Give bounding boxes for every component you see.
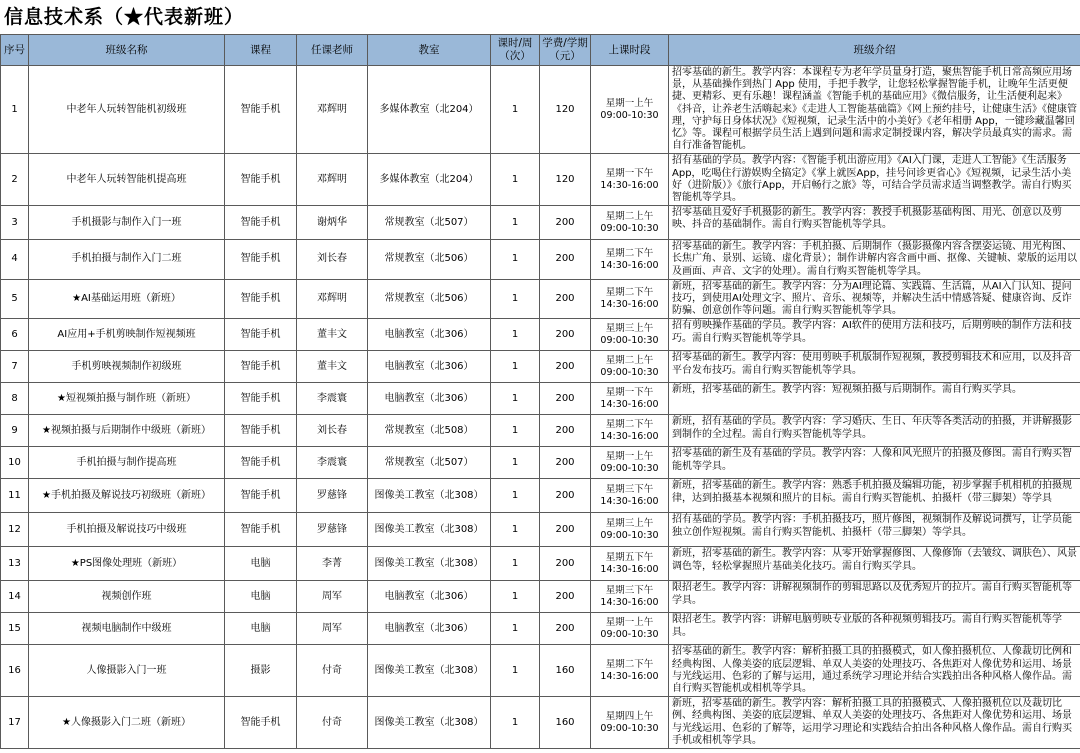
cell-classroom: 电脑教室（北306） xyxy=(368,319,491,351)
cell-classroom: 图像美工教室（北308） xyxy=(368,513,491,547)
header-fee: 学费/学期（元） xyxy=(540,35,591,66)
cell-teacher: 李震寰 xyxy=(297,383,368,415)
cell-classroom: 电脑教室（北306） xyxy=(368,613,491,645)
cell-hours: 1 xyxy=(491,415,540,447)
cell-class-name: 手机拍摄与制作入门二班 xyxy=(29,240,225,280)
cell-course: 智能手机 xyxy=(225,279,297,319)
header-row xyxy=(1,35,1080,66)
cell-hours: 1 xyxy=(491,547,540,581)
cell-teacher: 罗慈锋 xyxy=(297,479,368,513)
cell-intro: 招有基础的学员。教学内容：《智能手机出游应用》《AI入门课，走进人工智能》《生活服务App，吃喝住行游娱购全搞定》《掌上就医App，挂号问诊更省心》《短视频，记录生活小美好（进阶版）》《旅行App，开启畅行之旅》等，可结合学员需求适当调整教学。需自行购买智能机等学具。 xyxy=(669,154,1080,206)
cell-teacher: 董丰文 xyxy=(297,319,368,351)
table-row xyxy=(1,383,1080,415)
time-slot-day: 星期二下午 xyxy=(605,247,654,259)
table-row xyxy=(1,240,1080,280)
time-slot-day: 星期一上午 xyxy=(605,450,654,462)
time-slot-range: 09:00-10:30 xyxy=(600,366,659,378)
time-slot-range: 14:30-16:00 xyxy=(600,179,659,191)
table-row xyxy=(1,319,1080,351)
cell-intro: 新班，招有基础的学员。教学内容：学习婚庆、生日、年庆等各类活动的拍摄，并讲解摄影到制作的全过程。需自行购买智能机等学具。 xyxy=(669,415,1080,447)
table-row xyxy=(1,351,1080,383)
cell-class-name: 人像摄影入门一班 xyxy=(29,645,225,697)
time-slot-range: 14:30-16:00 xyxy=(600,430,659,442)
cell-fee: 200 xyxy=(540,240,591,280)
cell-hours: 1 xyxy=(491,66,540,154)
cell-teacher: 邓辉明 xyxy=(297,66,368,154)
cell-class-name: 手机拍摄及解说技巧中级班 xyxy=(29,513,225,547)
cell-class-name: 中老年人玩转智能机初级班 xyxy=(29,66,225,154)
cell-teacher: 谢炳华 xyxy=(297,206,368,240)
cell-classroom: 图像美工教室（北308） xyxy=(368,645,491,697)
cell-course: 智能手机 xyxy=(225,697,297,749)
cell-course: 智能手机 xyxy=(225,479,297,513)
cell-no: 10 xyxy=(1,447,29,479)
cell-time-slot xyxy=(591,319,669,351)
cell-time-slot xyxy=(591,547,669,581)
cell-teacher: 刘长春 xyxy=(297,415,368,447)
cell-course: 智能手机 xyxy=(225,66,297,154)
time-slot-day: 星期五下午 xyxy=(605,551,654,563)
cell-classroom: 电脑教室（北306） xyxy=(368,581,491,613)
cell-fee: 160 xyxy=(540,645,591,697)
cell-no: 15 xyxy=(1,613,29,645)
cell-hours: 1 xyxy=(491,479,540,513)
cell-fee: 200 xyxy=(540,351,591,383)
time-slot-range: 14:30-16:00 xyxy=(600,398,659,410)
table-row xyxy=(1,415,1080,447)
cell-fee: 200 xyxy=(540,383,591,415)
cell-class-name: ★手机拍摄及解说技巧初级班（新班） xyxy=(29,479,225,513)
cell-intro: 限招老生。教学内容：讲解电脑剪映专业版的各种视频剪辑技巧。需自行购买智能机等学具。 xyxy=(669,613,1080,645)
cell-time-slot xyxy=(591,383,669,415)
cell-course: 摄影 xyxy=(225,645,297,697)
time-slot-day: 星期二下午 xyxy=(605,287,654,299)
cell-time-slot xyxy=(591,581,669,613)
table-row xyxy=(1,479,1080,513)
cell-course: 智能手机 xyxy=(225,154,297,206)
cell-course: 智能手机 xyxy=(225,206,297,240)
cell-hours: 1 xyxy=(491,645,540,697)
cell-class-name: ★PS图像处理班（新班） xyxy=(29,547,225,581)
cell-intro: 招零基础且爱好手机摄影的新生。教学内容：教授手机摄影基础构图、用光、创意以及剪映、抖音的基础制作。需自行购买智能机等学具。 xyxy=(669,206,1080,240)
cell-teacher: 罗慈锋 xyxy=(297,513,368,547)
cell-intro: 限招老生。教学内容：讲解视频制作的剪辑思路以及优秀短片的拉片。需自行购买智能机等学具。 xyxy=(669,581,1080,613)
cell-no: 16 xyxy=(1,645,29,697)
cell-intro: 新班，招零基础的新生。教学内容：分为AI理论篇、实践篇、生活篇，从AI入门认知、提问技巧，到使用AI处理文字、照片、音乐、视频等，并解决生活中情感答疑、健康咨询、反诈防骗、创意创作等问题。需自行购买智能机等学具。 xyxy=(669,279,1080,319)
cell-fee: 200 xyxy=(540,319,591,351)
time-slot-range: 09:00-10:30 xyxy=(600,529,659,541)
cell-fee: 160 xyxy=(540,697,591,749)
cell-no: 3 xyxy=(1,206,29,240)
time-slot-range: 09:00-10:30 xyxy=(600,109,659,121)
time-slot-day: 星期四上午 xyxy=(605,710,654,722)
time-slot-range: 09:00-10:30 xyxy=(600,628,659,640)
cell-class-name: ★短视频拍摄与制作班（新班） xyxy=(29,383,225,415)
cell-time-slot xyxy=(591,613,669,645)
cell-no: 9 xyxy=(1,415,29,447)
cell-fee: 200 xyxy=(540,206,591,240)
cell-no: 14 xyxy=(1,581,29,613)
cell-class-name: 视频创作班 xyxy=(29,581,225,613)
cell-time-slot xyxy=(591,479,669,513)
cell-course: 智能手机 xyxy=(225,351,297,383)
cell-classroom: 多媒体教室（北204） xyxy=(368,66,491,154)
cell-course: 电脑 xyxy=(225,613,297,645)
cell-intro: 新班，招零基础的新生。教学内容：短视频拍摄与后期制作。需自行购买学具。 xyxy=(669,383,1080,415)
cell-fee: 120 xyxy=(540,154,591,206)
cell-classroom: 常规教室（北507） xyxy=(368,447,491,479)
time-slot-day: 星期三下午 xyxy=(605,584,654,596)
cell-hours: 1 xyxy=(491,613,540,645)
cell-no: 17 xyxy=(1,697,29,749)
cell-teacher: 刘长春 xyxy=(297,240,368,280)
cell-course: 智能手机 xyxy=(225,319,297,351)
cell-time-slot xyxy=(591,697,669,749)
cell-course: 智能手机 xyxy=(225,383,297,415)
header-course: 课程 xyxy=(225,35,297,66)
cell-classroom: 图像美工教室（北308） xyxy=(368,547,491,581)
cell-course: 电脑 xyxy=(225,581,297,613)
time-slot-range: 14:30-16:00 xyxy=(600,495,659,507)
cell-classroom: 电脑教室（北306） xyxy=(368,351,491,383)
cell-no: 5 xyxy=(1,279,29,319)
cell-class-name: 手机剪映视频制作初级班 xyxy=(29,351,225,383)
cell-time-slot xyxy=(591,206,669,240)
cell-time-slot xyxy=(591,279,669,319)
cell-hours: 1 xyxy=(491,154,540,206)
cell-no: 13 xyxy=(1,547,29,581)
cell-class-name: ★人像摄影入门二班（新班） xyxy=(29,697,225,749)
table-row xyxy=(1,447,1080,479)
cell-hours: 1 xyxy=(491,581,540,613)
header-time-slot: 上课时段 xyxy=(591,35,669,66)
time-slot-range: 14:30-16:00 xyxy=(600,563,659,575)
cell-course: 智能手机 xyxy=(225,240,297,280)
cell-teacher: 李菁 xyxy=(297,547,368,581)
cell-fee: 120 xyxy=(540,66,591,154)
cell-course: 智能手机 xyxy=(225,447,297,479)
cell-intro: 招零基础的新生。教学内容：解析拍摄工具的拍摄模式，如人像拍摄机位、人像裁切比例和经典构图、人像美姿的底层逻辑、单双人美姿的处理技巧、各焦距对人像优势和运用、场景与光线运用、色彩的了解与运用，通过系统学习理论并结合实践拍出各种风格人像作品。需自行购买智能机或相机等学具。 xyxy=(669,645,1080,697)
cell-classroom: 电脑教室（北306） xyxy=(368,383,491,415)
table-body xyxy=(1,66,1080,749)
cell-class-name: 视频电脑制作中级班 xyxy=(29,613,225,645)
time-slot-range: 09:00-10:30 xyxy=(600,334,659,346)
cell-intro: 招零基础的新生。教学内容：使用剪映手机版制作短视频，教授剪辑技术和应用，以及抖音平台发布技巧。需自行购买智能机等学具。 xyxy=(669,351,1080,383)
time-slot-day: 星期二下午 xyxy=(605,658,654,670)
cell-fee: 200 xyxy=(540,447,591,479)
time-slot-day: 星期三下午 xyxy=(605,483,654,495)
cell-hours: 1 xyxy=(491,697,540,749)
cell-teacher: 周军 xyxy=(297,613,368,645)
cell-hours: 1 xyxy=(491,319,540,351)
cell-intro: 招有基础的学员。教学内容：手机拍摄技巧，照片修图，视频制作及解说词撰写，让学员能独立创作短视频。需自行购买智能机、拍摄杆（带三脚架）等学具。 xyxy=(669,513,1080,547)
cell-class-name: ★视频拍摄与后期制作中级班（新班） xyxy=(29,415,225,447)
cell-no: 1 xyxy=(1,66,29,154)
time-slot-day: 星期一上午 xyxy=(605,616,654,628)
cell-class-name: 中老年人玩转智能机提高班 xyxy=(29,154,225,206)
table-row xyxy=(1,154,1080,206)
table-row xyxy=(1,547,1080,581)
cell-classroom: 多媒体教室（北204） xyxy=(368,154,491,206)
time-slot-day: 星期三上午 xyxy=(605,322,654,334)
course-table xyxy=(0,34,1080,749)
time-slot-day: 星期二上午 xyxy=(605,354,654,366)
header-teacher: 任课老师 xyxy=(297,35,368,66)
table-row xyxy=(1,206,1080,240)
cell-no: 12 xyxy=(1,513,29,547)
cell-no: 2 xyxy=(1,154,29,206)
time-slot-day: 星期三上午 xyxy=(605,517,654,529)
cell-intro: 新班，招零基础的新生。教学内容：从零开始掌握修图、人像修饰（去皱纹、调肤色）、风景调色等，轻松掌握照片基础美化技巧。需自行购买学具。 xyxy=(669,547,1080,581)
cell-hours: 1 xyxy=(491,351,540,383)
table-row xyxy=(1,645,1080,697)
time-slot-range: 09:00-10:30 xyxy=(600,462,659,474)
table-row xyxy=(1,581,1080,613)
cell-fee: 200 xyxy=(540,415,591,447)
cell-time-slot xyxy=(591,66,669,154)
cell-teacher: 邓辉明 xyxy=(297,154,368,206)
cell-teacher: 李震寰 xyxy=(297,447,368,479)
cell-course: 智能手机 xyxy=(225,415,297,447)
cell-hours: 1 xyxy=(491,447,540,479)
cell-intro: 新班，招零基础的新生。教学内容：解析拍摄工具的拍摄模式、人像拍摄机位以及裁切比例、经典构图、美姿的底层逻辑、单双人美姿的处理技巧、各焦距对人像优势和运用、场景与光线运用、色彩的了解等，运用学习理论和实践结合拍出各种风格人像作品。需自行购买手机或相机等学具。 xyxy=(669,697,1080,749)
cell-classroom: 图像美工教室（北308） xyxy=(368,697,491,749)
cell-hours: 1 xyxy=(491,279,540,319)
time-slot-range: 14:30-16:00 xyxy=(600,299,659,311)
cell-fee: 200 xyxy=(540,581,591,613)
time-slot-day: 星期一下午 xyxy=(605,386,654,398)
cell-teacher: 付奇 xyxy=(297,645,368,697)
table-row xyxy=(1,513,1080,547)
cell-hours: 1 xyxy=(491,383,540,415)
cell-class-name: AI应用+手机剪映制作短视频班 xyxy=(29,319,225,351)
cell-time-slot xyxy=(591,645,669,697)
cell-teacher: 董丰文 xyxy=(297,351,368,383)
cell-no: 6 xyxy=(1,319,29,351)
cell-time-slot xyxy=(591,447,669,479)
cell-hours: 1 xyxy=(491,513,540,547)
table-row xyxy=(1,279,1080,319)
cell-no: 11 xyxy=(1,479,29,513)
time-slot-range: 14:30-16:00 xyxy=(600,670,659,682)
cell-fee: 200 xyxy=(540,547,591,581)
time-slot-day: 星期二下午 xyxy=(605,418,654,430)
time-slot-range: 14:30-16:00 xyxy=(600,596,659,608)
header-classroom: 教室 xyxy=(368,35,491,66)
cell-time-slot xyxy=(591,154,669,206)
page-title: 信息技术系（★代表新班） xyxy=(4,6,245,28)
header-intro: 班级介绍 xyxy=(669,35,1080,66)
cell-classroom: 常规教室（北508） xyxy=(368,415,491,447)
cell-hours: 1 xyxy=(491,206,540,240)
cell-intro: 招零基础的新生。教学内容：本课程专为老年学员量身打造，聚焦智能手机日常高频应用场景，从基础操作到热门 App 使用，手把手教学，让您轻松掌握智能手机，让晚年生活更便捷、更精彩、更有乐趣！课程涵盖《智能手机的基础应用》《微信服务，让生活便利起来》《抖音，让养老生活嗨起来》《走进人工智能基础篇》《网上预约挂号，让健康生活》《健康管理，守护每日身体状况》《短视频，记录生活中的小美好》《老年相册 App，一键珍藏温馨回忆》等。课程可根据学员生活上遇到问题和需求定制授课内容，解决学员最真实的需求。需自行准备智能机。 xyxy=(669,66,1080,154)
time-slot-day: 星期一上午 xyxy=(605,97,654,109)
cell-class-name: 手机摄影与制作入门一班 xyxy=(29,206,225,240)
cell-no: 8 xyxy=(1,383,29,415)
cell-intro: 新班，招零基础的新生。教学内容：熟悉手机拍摄及编辑功能，初步掌握手机相机的拍摄规律，达到拍摄基本视频和照片的目标。需自行购买智能机、拍摄杆（带三脚架）等学具 xyxy=(669,479,1080,513)
cell-fee: 200 xyxy=(540,613,591,645)
cell-time-slot xyxy=(591,415,669,447)
cell-course: 智能手机 xyxy=(225,513,297,547)
cell-time-slot xyxy=(591,513,669,547)
cell-fee: 200 xyxy=(540,513,591,547)
cell-classroom: 图像美工教室（北308） xyxy=(368,479,491,513)
time-slot-day: 星期一下午 xyxy=(605,167,654,179)
cell-intro: 招零基础的新生。教学内容：手机拍摄、后期制作（摄影摄像内容含摆姿运镜、用光构图、长焦广角、景别、运镜、虚化背景）；制作讲解内容含画中画、抠像、关键帧、蒙版的运用以及画面、声音、文字的处理）。需自行购买智能机等学具。 xyxy=(669,240,1080,280)
time-slot-range: 14:30-16:00 xyxy=(600,259,659,271)
time-slot-day: 星期二上午 xyxy=(605,210,654,222)
cell-fee: 200 xyxy=(540,279,591,319)
header-no: 序号 xyxy=(1,35,29,66)
cell-time-slot xyxy=(591,240,669,280)
cell-classroom: 常规教室（北506） xyxy=(368,279,491,319)
table-row xyxy=(1,697,1080,749)
cell-fee: 200 xyxy=(540,479,591,513)
table-row xyxy=(1,66,1080,154)
cell-no: 7 xyxy=(1,351,29,383)
cell-time-slot xyxy=(591,351,669,383)
table-row xyxy=(1,613,1080,645)
cell-class-name: ★AI基础运用班（新班） xyxy=(29,279,225,319)
cell-classroom: 常规教室（北506） xyxy=(368,240,491,280)
time-slot-range: 09:00-10:30 xyxy=(600,722,659,734)
cell-no: 4 xyxy=(1,240,29,280)
cell-class-name: 手机拍摄与制作提高班 xyxy=(29,447,225,479)
cell-course: 电脑 xyxy=(225,547,297,581)
cell-teacher: 付奇 xyxy=(297,697,368,749)
header-hours: 课时/周（次） xyxy=(491,35,540,66)
header-class-name: 班级名称 xyxy=(29,35,225,66)
cell-intro: 招零基础的新生及有基础的学员。教学内容：人像和风光照片的拍摄及修图。需自行购买智能机等学具。 xyxy=(669,447,1080,479)
cell-teacher: 邓辉明 xyxy=(297,279,368,319)
cell-intro: 招有剪映操作基础的学员。教学内容：AI软件的使用方法和技巧，后期剪映的制作方法和技巧。需自行购买智能机等学具。 xyxy=(669,319,1080,351)
cell-classroom: 常规教室（北507） xyxy=(368,206,491,240)
cell-hours: 1 xyxy=(491,240,540,280)
cell-teacher: 周军 xyxy=(297,581,368,613)
time-slot-range: 09:00-10:30 xyxy=(600,222,659,234)
